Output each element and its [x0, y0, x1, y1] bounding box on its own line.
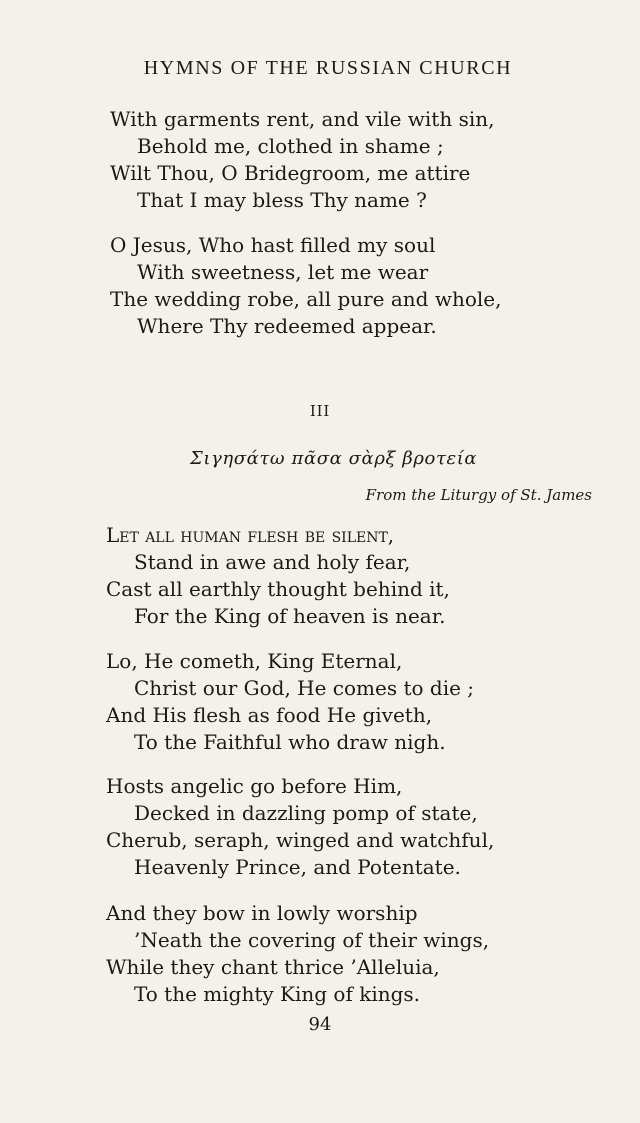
- verse-line: ’Neath the covering of their wings,: [134, 928, 490, 952]
- verse-line: Stand in awe and holy fear,: [134, 550, 411, 574]
- greek-title: Σιγησάτω πᾶσα σὰρξ βροτεία: [190, 448, 478, 469]
- verse-line: Cherub, seraph, winged and watchful,: [106, 828, 495, 852]
- verse-line: With garments rent, and vile with sin,: [110, 107, 495, 131]
- verse-line: And His flesh as food He giveth,: [106, 703, 433, 727]
- verse-line: Lo, He cometh, King Eternal,: [106, 649, 403, 673]
- verse-line: The wedding robe, all pure and whole,: [110, 287, 502, 311]
- verse-line: And they bow in lowly worship: [106, 901, 418, 925]
- verse-line: Where Thy redeemed appear.: [137, 314, 437, 338]
- verse-line: To the Faithful who draw nigh.: [134, 730, 446, 754]
- running-header: HYMNS OF THE RUSSIAN CHURCH: [143, 57, 513, 79]
- verse-line: Behold me, clothed in shame ;: [137, 134, 444, 158]
- verse-line: Hosts angelic go before Him,: [106, 774, 403, 798]
- verse-line: Heavenly Prince, and Potentate.: [134, 855, 461, 879]
- section-numeral: III: [309, 402, 331, 420]
- verse-line: Christ our God, He comes to die ;: [134, 676, 475, 700]
- verse-line-opening: Let all human flesh be silent,: [106, 523, 395, 547]
- page-number: 94: [308, 1014, 332, 1035]
- verse-line: For the King of heaven is near.: [134, 604, 446, 628]
- verse-line: Cast all earthly thought behind it,: [106, 577, 450, 601]
- source-attribution: From the Liturgy of St. James: [365, 486, 592, 504]
- verse-line: That I may bless Thy name ?: [137, 188, 427, 212]
- verse-line: While they chant thrice ’Alleluia,: [106, 955, 440, 979]
- verse-line: Decked in dazzling pomp of state,: [134, 801, 478, 825]
- verse-line: To the mighty King of kings.: [134, 982, 421, 1006]
- verse-line: With sweetness, let me wear: [137, 260, 429, 284]
- verse-line: O Jesus, Who hast filled my soul: [110, 233, 436, 257]
- verse-line: Wilt Thou, O Bridegroom, me attire: [110, 161, 471, 185]
